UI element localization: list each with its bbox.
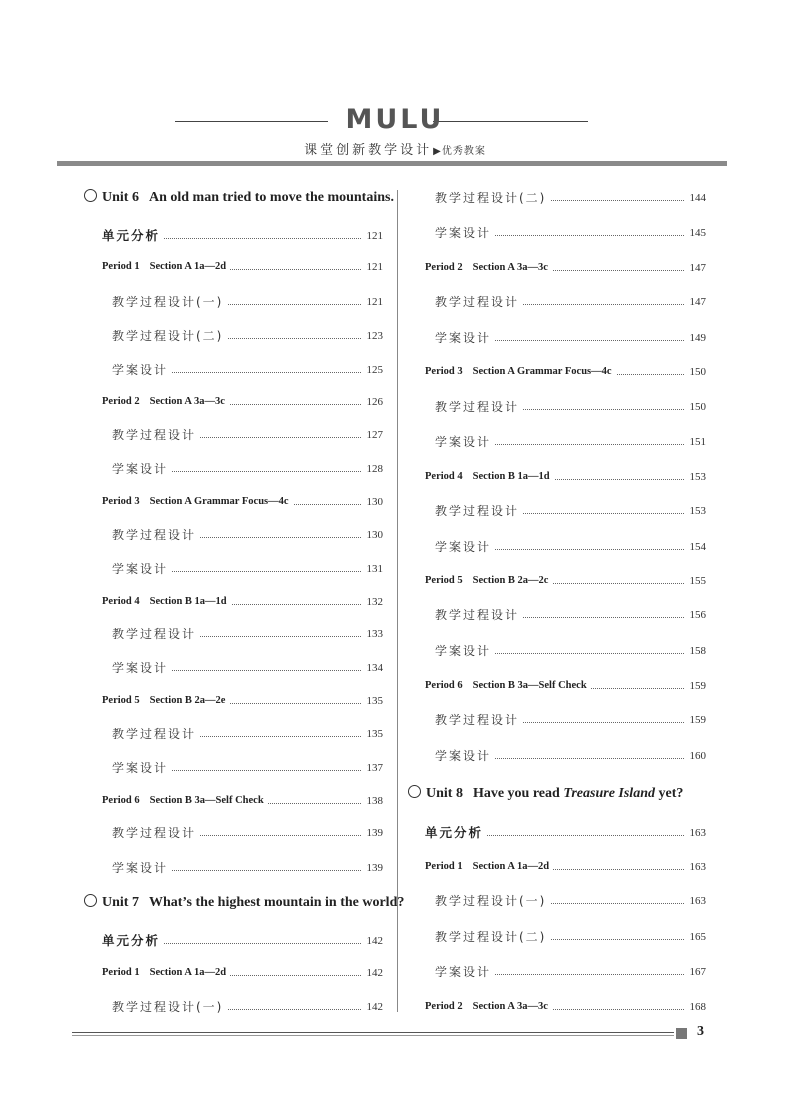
unit-7-heading[interactable]	[84, 892, 404, 914]
entry-label: 教学过程设计	[435, 501, 523, 521]
page-ref: 158	[685, 641, 707, 661]
entry-label: 教学过程设计(一)	[435, 891, 550, 911]
entry-label	[425, 997, 552, 1017]
toc-subentry[interactable]	[435, 927, 706, 947]
toc-subentry[interactable]	[112, 360, 383, 380]
page-ref: 155	[685, 571, 707, 591]
entry-label: 学案设计	[112, 758, 172, 778]
toc-unit-analysis-entry[interactable]	[102, 226, 383, 246]
page-ref: 163	[685, 857, 707, 877]
toc-period-entry[interactable]	[102, 592, 383, 612]
page-ref: 128	[362, 459, 384, 479]
section-name: Section A 3a—3c	[472, 262, 548, 273]
page-ref: 127	[362, 425, 384, 445]
period-name: Period 3	[102, 496, 140, 507]
page-ref: 135	[362, 691, 384, 711]
entry-label	[425, 362, 616, 382]
page-ref: 151	[685, 432, 707, 452]
section-name: Section A 3a—3c	[472, 1001, 548, 1012]
period-name: Period 5	[425, 575, 463, 586]
section-name: Section B 3a—Self Check	[472, 680, 587, 691]
period-name: Period 2	[425, 262, 463, 273]
unit-8-heading[interactable]	[408, 783, 683, 805]
entry-label	[425, 467, 554, 487]
toc-unit-analysis-entry[interactable]	[102, 931, 383, 951]
toc-subentry[interactable]	[112, 525, 383, 545]
page-ref: 163	[685, 891, 707, 911]
toc-subentry[interactable]	[112, 425, 383, 445]
toc-subentry[interactable]	[435, 962, 706, 982]
entry-label: 教学过程设计	[112, 425, 200, 445]
section-name: Section B 3a—Self Check	[149, 795, 264, 806]
page-ref: 153	[685, 467, 707, 487]
toc-subentry[interactable]	[112, 559, 383, 579]
period-name: Period 2	[425, 1001, 463, 1012]
toc-period-entry[interactable]	[425, 467, 706, 487]
entry-label: 学案设计	[112, 858, 172, 878]
page-ref: 130	[362, 525, 384, 545]
unit-label: Unit 6	[102, 190, 139, 205]
entry-label: 教学过程设计(一)	[112, 997, 227, 1017]
toc-subentry[interactable]	[435, 891, 706, 911]
period-name: Period 2	[102, 396, 140, 407]
toc-period-entry[interactable]	[425, 997, 706, 1017]
page-ref: 121	[362, 257, 384, 277]
page-ref: 138	[362, 791, 384, 811]
entry-label: 学案设计	[435, 537, 495, 557]
toc-period-entry[interactable]	[425, 676, 706, 696]
entry-label: 学案设计	[435, 641, 495, 661]
period-name: Period 1	[102, 261, 140, 272]
section-name: Section A 1a—2d	[472, 861, 550, 872]
page-ref: 154	[685, 537, 707, 557]
page-ref: 133	[362, 624, 384, 644]
page-ref: 153	[685, 501, 707, 521]
toc-subentry[interactable]	[112, 858, 383, 878]
entry-label	[102, 592, 231, 612]
unit-title: An old man tried to move the mountains.	[148, 190, 394, 205]
page-ref: 142	[362, 931, 384, 951]
entry-label	[425, 571, 552, 591]
unit-title	[473, 786, 683, 801]
page-ref: 147	[685, 258, 707, 278]
entry-label: 学案设计	[435, 432, 495, 452]
toc-subentry[interactable]	[435, 292, 706, 312]
entry-label: 单元分析	[102, 226, 164, 246]
page-ref: 167	[685, 962, 707, 982]
subtitle-main: 课堂创新教学设计	[304, 143, 433, 158]
page-ref: 137	[362, 758, 384, 778]
page-ref: 156	[685, 605, 707, 625]
page-ref: 135	[362, 724, 384, 744]
footer-rule-secondary	[72, 1035, 674, 1036]
period-name: Period 4	[102, 596, 140, 607]
page-ref: 130	[362, 492, 384, 512]
subtitle-small: 优秀教案	[441, 146, 486, 157]
page-ref: 126	[362, 392, 384, 412]
toc-period-entry[interactable]	[102, 963, 383, 983]
page-title: MULU	[345, 104, 445, 135]
unit-title-part: yet?	[654, 786, 684, 801]
entry-label	[102, 257, 230, 277]
page-ref: 160	[685, 746, 707, 766]
entry-label: 教学过程设计	[435, 292, 523, 312]
toc-subentry[interactable]	[112, 292, 383, 312]
column-divider	[397, 190, 398, 1012]
unit-6-heading[interactable]	[84, 187, 394, 209]
page-ref: 150	[685, 397, 707, 417]
footer-rule	[72, 1032, 674, 1033]
period-name: Period 5	[102, 695, 140, 706]
period-name: Period 6	[102, 795, 140, 806]
toc-subentry[interactable]	[435, 710, 706, 730]
entry-label: 教学过程设计	[112, 823, 200, 843]
entry-label: 单元分析	[102, 931, 164, 951]
section-name: Section A 1a—2d	[149, 261, 227, 272]
entry-label	[425, 857, 553, 877]
page-ref: 149	[685, 328, 707, 348]
toc-subentry[interactable]	[435, 501, 706, 521]
toc-subentry[interactable]	[435, 223, 706, 243]
toc-subentry[interactable]	[112, 823, 383, 843]
toc-subentry[interactable]	[435, 188, 706, 208]
page-ref: 163	[685, 823, 707, 843]
section-name: Section A 3a—3c	[149, 396, 225, 407]
period-name: Period 3	[425, 366, 463, 377]
page-ref: 142	[362, 963, 384, 983]
page-ref: 168	[685, 997, 707, 1017]
toc-subentry[interactable]	[435, 641, 706, 661]
entry-label	[102, 691, 229, 711]
page-ref: 145	[685, 223, 707, 243]
toc-unit-analysis-entry[interactable]	[425, 823, 706, 843]
entry-label: 学案设计	[435, 962, 495, 982]
entry-label: 教学过程设计	[112, 724, 200, 744]
page-ref: 139	[362, 823, 384, 843]
toc-subentry[interactable]	[435, 746, 706, 766]
page-subtitle	[0, 139, 790, 158]
toc-period-entry[interactable]	[425, 258, 706, 278]
period-name: Period 6	[425, 680, 463, 691]
toc-subentry[interactable]	[112, 724, 383, 744]
toc-subentry[interactable]	[112, 658, 383, 678]
page-ref: 125	[362, 360, 384, 380]
entry-label: 教学过程设计(二)	[112, 326, 227, 346]
toc-subentry[interactable]	[435, 537, 706, 557]
page-number: 3	[697, 1024, 704, 1039]
unit-title-part: Have you read	[472, 786, 564, 801]
triangle-right-icon: ▶	[433, 146, 441, 157]
toc-subentry[interactable]	[112, 997, 383, 1017]
header-band	[57, 161, 727, 166]
entry-label: 学案设计	[112, 459, 172, 479]
page-ref: 159	[685, 710, 707, 730]
toc-subentry[interactable]	[435, 432, 706, 452]
entry-label: 教学过程设计(一)	[112, 292, 227, 312]
circle-icon	[84, 189, 97, 202]
period-name: Period 4	[425, 471, 463, 482]
page-ref: 165	[685, 927, 707, 947]
entry-label	[425, 258, 552, 278]
entry-label: 教学过程设计(二)	[435, 927, 550, 947]
page-ref: 121	[362, 292, 384, 312]
section-name: Section A 1a—2d	[149, 967, 227, 978]
entry-label: 单元分析	[425, 823, 487, 843]
toc-subentry[interactable]	[435, 397, 706, 417]
toc-period-entry[interactable]	[425, 571, 706, 591]
section-name: Section A Grammar Focus—4c	[149, 496, 289, 507]
section-name: Section B 1a—1d	[472, 471, 550, 482]
page-ref: 159	[685, 676, 707, 696]
circle-icon	[84, 894, 97, 907]
unit-label: Unit 7	[102, 895, 139, 910]
period-name: Period 1	[102, 967, 140, 978]
toc-period-entry[interactable]	[102, 691, 383, 711]
toc-period-entry[interactable]	[425, 362, 706, 382]
page-ref: 134	[362, 658, 384, 678]
unit-title: What’s the highest mountain in the world?	[148, 895, 405, 910]
section-name: Section B 2a—2e	[149, 695, 226, 706]
section-name: Section B 1a—1d	[149, 596, 227, 607]
toc-period-entry[interactable]	[425, 857, 706, 877]
entry-label: 教学过程设计(二)	[435, 188, 550, 208]
page-ref: 132	[362, 592, 384, 612]
entry-label: 学案设计	[435, 223, 495, 243]
page-ref: 123	[362, 326, 384, 346]
entry-label: 教学过程设计	[435, 605, 523, 625]
page-ref: 131	[362, 559, 384, 579]
entry-label: 学案设计	[112, 360, 172, 380]
page-ref: 142	[362, 997, 384, 1017]
toc-period-entry[interactable]	[102, 492, 383, 512]
toc-subentry[interactable]	[112, 459, 383, 479]
toc-subentry[interactable]	[435, 605, 706, 625]
square-icon	[676, 1028, 687, 1039]
toc-subentry[interactable]	[112, 326, 383, 346]
page-ref: 150	[685, 362, 707, 382]
entry-label: 教学过程设计	[435, 397, 523, 417]
entry-label: 学案设计	[435, 328, 495, 348]
circle-icon	[408, 785, 421, 798]
page-ref: 144	[685, 188, 707, 208]
unit-label: Unit 8	[426, 786, 463, 801]
entry-label: 学案设计	[435, 746, 495, 766]
toc-subentry[interactable]	[112, 624, 383, 644]
entry-label: 教学过程设计	[112, 525, 200, 545]
page-ref: 139	[362, 858, 384, 878]
toc-subentry[interactable]	[112, 758, 383, 778]
entry-label	[102, 392, 229, 412]
entry-label	[425, 676, 591, 696]
unit-title-book: Treasure Island	[563, 786, 655, 801]
entry-label	[102, 791, 268, 811]
entry-label: 学案设计	[112, 658, 172, 678]
entry-label	[102, 492, 293, 512]
toc-subentry[interactable]	[435, 328, 706, 348]
toc-period-entry[interactable]	[102, 257, 383, 277]
toc-period-entry[interactable]	[102, 791, 383, 811]
section-name: Section A Grammar Focus—4c	[472, 366, 612, 377]
entry-label: 教学过程设计	[112, 624, 200, 644]
page-ref: 147	[685, 292, 707, 312]
entry-label: 学案设计	[112, 559, 172, 579]
entry-label: 教学过程设计	[435, 710, 523, 730]
page-ref: 121	[362, 226, 384, 246]
toc-period-entry[interactable]	[102, 392, 383, 412]
period-name: Period 1	[425, 861, 463, 872]
entry-label	[102, 963, 230, 983]
section-name: Section B 2a—2c	[472, 575, 549, 586]
